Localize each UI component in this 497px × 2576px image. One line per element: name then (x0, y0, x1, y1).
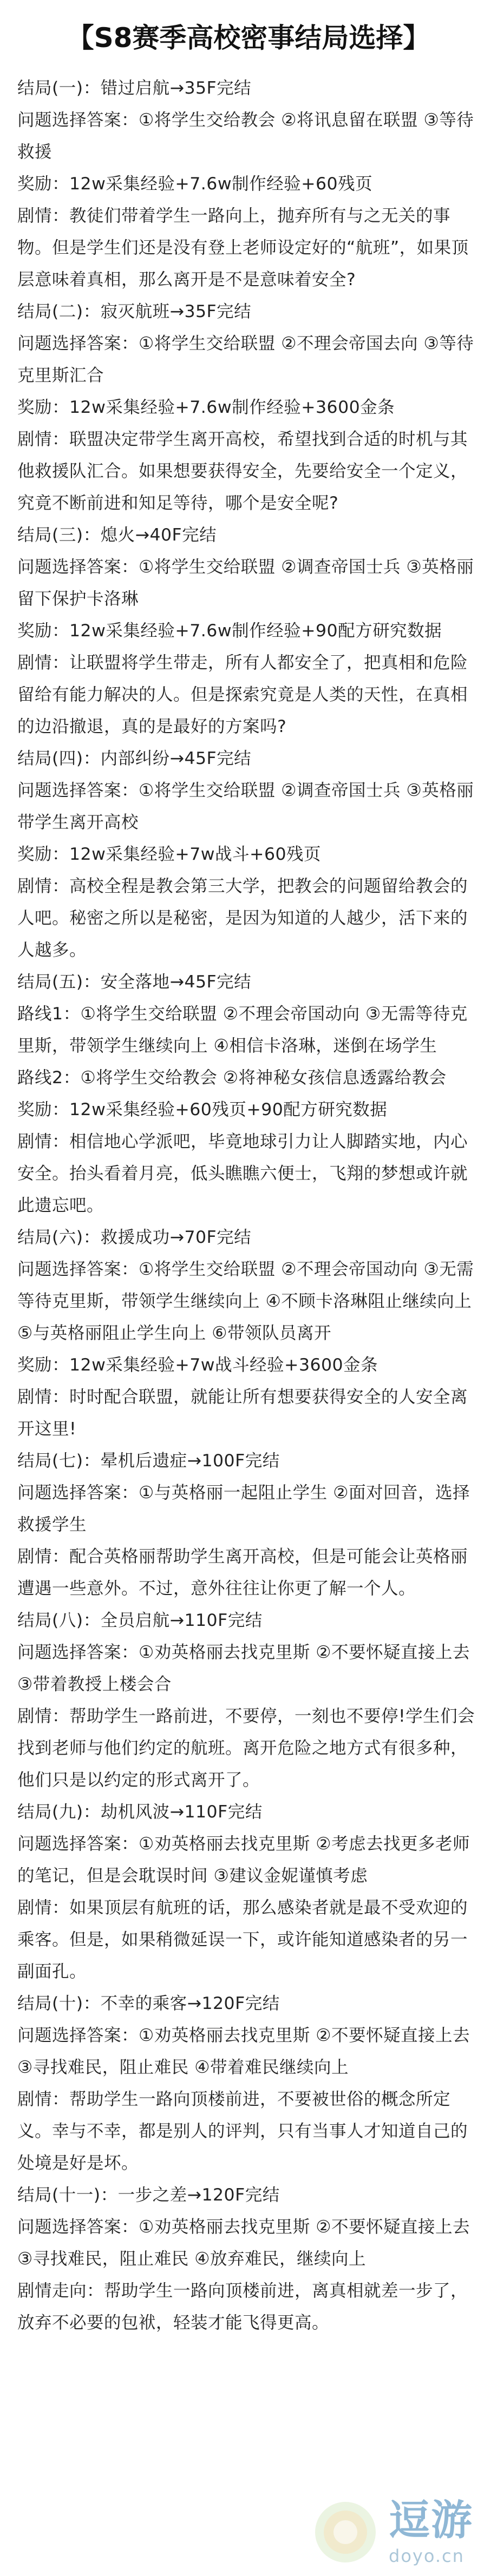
text-line: 奖励：12w采集经验+7.6w制作经验+3600金条 (17, 398, 395, 417)
text-line: 奖励：12w采集经验+7w战斗+60残页 (17, 845, 322, 864)
text-line: 问题选择答案：①将学生交给联盟 ②不理会帝国去向 ③等待克里斯汇合 (17, 334, 474, 385)
text-line: 结局(七)：晕机后遗症→100F完结 (17, 1451, 280, 1471)
text-line: 剧情：让联盟将学生带走，所有人都安全了，把真相和危险留给有能力解决的人。但是探索究竟是人类的天性，在真相的边沿撤退，真的是最好的方案吗? (17, 653, 468, 736)
text-line: 剧情：如果顶层有航班的话，那么感染者就是最不受欢迎的乘客。但是，如果稍微延误一下，或许能知道感染者的另一副面孔。 (17, 1898, 468, 1981)
text-line: 剧情：教徒们带着学生一路向上，抛弃所有与之无关的事物。但是学生们还是没有登上老师设定好的“航班”，如果顶层意味着真相，那么离开是不是意味着安全? (17, 206, 469, 289)
text-line: 问题选择答案：①与英格丽一起阻止学生 ②面对回音，选择救援学生 (17, 1483, 470, 1534)
text-line: 问题选择答案：①劝英格丽去找克里斯 ②不要怀疑直接上去 ③寻找难民，阻止难民 ④带着难民继续向上 (17, 2026, 470, 2077)
text-line: 结局(一)：错过启航→35F完结 (17, 78, 252, 98)
site-watermark (308, 2492, 486, 2573)
text-line: 剧情：高校全程是教会第三大学，把教会的问题留给教会的人吧。秘密之所以是秘密，是因为知道的人越少，活下来的人越多。 (17, 877, 468, 960)
text-line: 奖励：12w采集经验+7.6w制作经验+90配方研究数据 (17, 621, 442, 641)
text-line: 结局(八)：全员启航→110F完结 (17, 1611, 263, 1630)
watermark-brand: 逗游 (389, 2496, 473, 2544)
text-line: 剧情走向：帮助学生一路向顶楼前进，离真相就差一步了，放弃不必要的包袱，轻装才能飞得更高。 (17, 2281, 468, 2333)
text-line: 问题选择答案：①将学生交给联盟 ②不理会帝国动向 ③无需等待克里斯，带领学生继续向上 ④不顾卡洛琳阻止继续向上 ⑤与英格丽阻止学生向上 ⑥带领队员离开 (17, 1260, 474, 1343)
text-line: 问题选择答案：①劝英格丽去找克里斯 ②不要怀疑直接上去 ③带着教授上楼会合 (17, 1643, 470, 1694)
text-line: 结局(三)：熄火→40F完结 (17, 525, 217, 545)
text-line: 问题选择答案：①劝英格丽去找克里斯 ②不要怀疑直接上去 ③寻找难民，阻止难民 ④放弃难民，继续向上 (17, 2217, 470, 2269)
text-line: 结局(十一)：一步之差→120F完结 (17, 2185, 280, 2205)
text-line: 结局(二)：寂灭航班→35F完结 (17, 302, 252, 321)
page-title: 【S8赛季高校密事结局选择】 (67, 22, 430, 54)
text-line: 路线2：①将学生交给教会 ②将神秘女孩信息透露给教会 (17, 1068, 447, 1088)
text-line: 结局(十)：不幸的乘客→120F完结 (17, 1994, 280, 2013)
text-line: 剧情：配合英格丽帮助学生离开高校，但是可能会让英格丽遭遇一些意外。不过，意外往往让你更了解一个人。 (17, 1547, 468, 1598)
text-line: 结局(五)：安全落地→45F完结 (17, 972, 252, 992)
text-line: 问题选择答案：①劝英格丽去找克里斯 ②考虑去找更多老师的笔记，但是会耽误时间 ③建议金妮谨慎考虑 (17, 1834, 470, 1886)
text-line: 结局(九)：劫机风波→110F完结 (17, 1802, 263, 1822)
text-line: 问题选择答案：①将学生交给联盟 ②调查帝国士兵 ③英格丽留下保护卡洛琳 (17, 557, 474, 609)
text-line: 问题选择答案：①将学生交给教会 ②将讯息留在联盟 ③等待救援 (17, 110, 474, 162)
ending-list (17, 73, 480, 2339)
text-line: 奖励：12w采集经验+7.6w制作经验+60残页 (17, 174, 373, 194)
text-line: 剧情：联盟决定带学生离开高校，希望找到合适的时机与其他救援队汇合。如果想要获得安全，先要给安全一个定义，究竟不断前进和知足等待，哪个是安全呢? (17, 430, 468, 513)
text-line: 剧情：相信地心学派吧，毕竟地球引力让人脚踏实地，内心安全。抬头看着月亮，低头瞧瞧六便士，飞翔的梦想或许就此遗忘吧。 (17, 1132, 468, 1215)
text-line: 结局(六)：救援成功→70F完结 (17, 1228, 252, 1247)
text-line: 问题选择答案：①将学生交给联盟 ②调查帝国士兵 ③英格丽带学生离开高校 (17, 781, 474, 832)
text-line: 剧情：帮助学生一路向顶楼前进，不要被世俗的概念所定义。幸与不幸，都是别人的评判，只有当事人才知道自己的处境是好是坏。 (17, 2090, 468, 2173)
text-line: 奖励：12w采集经验+60残页+90配方研究数据 (17, 1100, 388, 1119)
watermark-logo-icon (308, 2492, 389, 2573)
text-line: 剧情：时时配合联盟，就能让所有想要获得安全的人安全离开这里! (17, 1387, 468, 1439)
text-line: 路线1：①将学生交给联盟 ②不理会帝国动向 ③无需等待克里斯，带领学生继续向上 ④相信卡洛琳，迷倒在场学生 (17, 1004, 468, 1056)
text-line: 剧情：帮助学生一路前进，不要停，一刻也不要停!学生们会找到老师与他们约定的航班。离开危险之地方式有很多种，他们只是以约定的形式离开了。 (17, 1707, 475, 1790)
text-line: 奖励：12w采集经验+7w战斗经验+3600金条 (17, 1355, 378, 1375)
text-line: 结局(四)：内部纠纷→45F完结 (17, 749, 252, 768)
watermark-url: doyo.cn (389, 2546, 465, 2566)
